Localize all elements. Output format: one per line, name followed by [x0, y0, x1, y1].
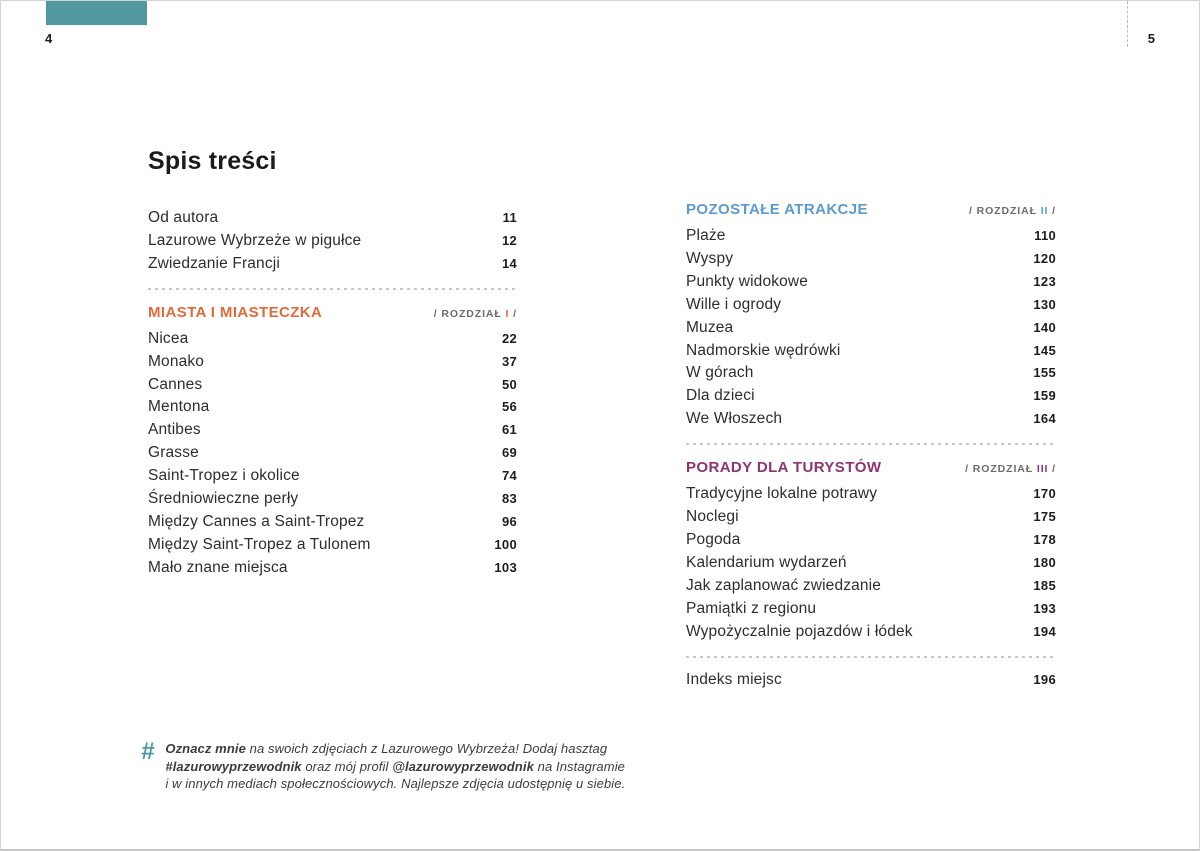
toc-entry-page: 140 [1033, 319, 1056, 335]
chapter-numeral: II [1040, 205, 1049, 217]
toc-entry-title: Pamiątki z regionu [686, 599, 817, 617]
section-title: PORADY DLA TURYSTÓW [686, 459, 882, 477]
toc-entry-page: 170 [1033, 486, 1056, 502]
toc-entry-page: 103 [494, 559, 517, 575]
toc-entry-title: Grasse [148, 444, 199, 462]
toc-entry-title: Lazurowe Wybrzeże w pigułce [148, 231, 362, 249]
page-number-right: 5 [1147, 31, 1155, 46]
toc-entry-title: Saint-Tropez i okolice [148, 467, 300, 485]
dotted-separator [148, 288, 517, 290]
toc-section-list-miasta [148, 328, 517, 580]
section-header-miasta [148, 301, 517, 326]
toc-entry-title: Wypożyczalnie pojazdów i łódek [686, 622, 913, 640]
toc-entry-title: Monako [148, 352, 205, 370]
chapter-numeral: I [505, 307, 510, 320]
toc-entry-page: 120 [1033, 250, 1056, 266]
toc-intro-list [148, 207, 517, 276]
toc-entry [686, 621, 1056, 644]
toc-entry-title: Indeks miejsc [686, 670, 782, 688]
toc-entry-page: 185 [1033, 577, 1056, 593]
toc-entry-page: 37 [501, 353, 517, 369]
toc-entry-title: Antibes [148, 421, 201, 439]
toc-entry [686, 408, 1056, 431]
social-note-line1: Oznacz mnie na swoich zdjęciach z Lazurowego Wybrzeża! Dodaj hasztag [165, 741, 608, 756]
toc-entry [686, 598, 1056, 621]
toc-entry-title: Zwiedzanie Francji [148, 254, 280, 272]
toc-entry-title: Wyspy [686, 249, 734, 267]
chapter-suffix: / [1048, 205, 1056, 217]
toc-entry-title: We Włoszech [686, 410, 783, 428]
toc-entry-title: W górach [686, 364, 754, 382]
toc-entry-page: 12 [501, 232, 517, 248]
toc-entry [148, 207, 517, 230]
toc-entry [686, 552, 1056, 575]
toc-entry-page: 180 [1033, 554, 1056, 570]
page-title: Spis treści [148, 147, 277, 175]
toc-entry-title: Wille i ogrody [686, 295, 782, 313]
toc-column-left [148, 147, 517, 580]
toc-entry-title: Jak zaplanować zwiedzanie [686, 576, 882, 594]
social-note-line2: #lazurowyprzewodnik oraz mój profil @lazurowyprzewodnik na Instagramie [165, 758, 626, 774]
toc-entry [686, 385, 1056, 408]
toc-entry-page: 194 [1033, 623, 1056, 639]
toc-entry-page: 11 [502, 210, 517, 225]
toc-entry-title: Od autora [148, 209, 219, 226]
toc-entry [148, 396, 517, 419]
toc-entry-title: Muzea [686, 318, 734, 336]
toc-entry-title: Mentona [148, 398, 210, 416]
toc-entry-title: Kalendarium wydarzeń [686, 553, 847, 571]
chapter-prefix: / ROZDZIAŁ [965, 463, 1037, 476]
toc-entry-page: 178 [1033, 531, 1056, 547]
dashed-crop-mark [1127, 1, 1128, 47]
toc-entry-page: 96 [501, 513, 517, 529]
toc-entry-title: Średniowieczne perły [148, 490, 299, 508]
social-note-text [165, 740, 625, 793]
toc-entry-page: 74 [501, 468, 517, 484]
toc-entry-page: 61 [501, 422, 517, 438]
toc-entry-page: 110 [1034, 228, 1056, 243]
toc-outro-list [686, 669, 1056, 692]
toc-entry-page: 100 [494, 536, 517, 552]
toc-entry-page: 164 [1033, 411, 1056, 427]
toc-entry-page: 130 [1033, 296, 1056, 312]
toc-entry [148, 419, 517, 442]
toc-entry-page: 159 [1033, 388, 1056, 404]
section-title: POZOSTAŁE ATRAKCJE [686, 201, 868, 218]
toc-column-right [686, 198, 1056, 691]
toc-entry [148, 488, 517, 511]
toc-entry [148, 351, 517, 374]
toc-entry [686, 483, 1056, 506]
toc-entry-title: Pogoda [686, 530, 741, 548]
toc-entry [686, 225, 1056, 248]
toc-section-list-porady [686, 483, 1056, 643]
toc-entry [686, 340, 1056, 363]
toc-entry [148, 374, 517, 397]
toc-entry-title: Noclegi [686, 508, 739, 526]
toc-entry [686, 669, 1056, 692]
toc-entry [148, 230, 517, 253]
section-header-atrakcje [686, 198, 1056, 223]
toc-entry-title: Mało znane miejsca [148, 558, 288, 576]
toc-entry-page: 56 [501, 399, 517, 415]
social-note-line3: i w innych mediach społecznościowych. Najlepsze zdjęcia udostępnię u siebie. [165, 776, 626, 791]
page-number-left: 4 [45, 31, 53, 46]
toc-entry-page: 14 [501, 255, 517, 271]
toc-entry-page: 175 [1033, 509, 1056, 525]
toc-entry-title: Nadmorskie wędrówki [686, 341, 841, 359]
toc-entry [148, 328, 517, 351]
toc-entry-title: Nicea [148, 329, 189, 347]
dotted-separator [686, 443, 1056, 445]
chapter-label [434, 303, 517, 326]
social-note [141, 740, 625, 793]
toc-entry [686, 529, 1056, 552]
toc-entry-title: Dla dzieci [686, 387, 755, 405]
toc-entry [686, 294, 1056, 317]
toc-entry-title: Punkty widokowe [686, 272, 809, 290]
chapter-suffix: / [1048, 463, 1056, 476]
toc-section-list-atrakcje [686, 225, 1056, 431]
toc-entry [686, 506, 1056, 529]
section-title: MIASTA I MIASTECZKA [148, 303, 323, 321]
toc-entry [686, 575, 1056, 598]
chapter-label [965, 458, 1056, 481]
toc-entry-title: Między Cannes a Saint-Tropez [148, 512, 365, 530]
toc-entry [686, 362, 1056, 385]
toc-entry [148, 465, 517, 488]
toc-entry-page: 123 [1033, 273, 1056, 289]
toc-entry [686, 317, 1056, 340]
toc-entry-page: 155 [1033, 365, 1056, 381]
toc-entry-page: 22 [501, 330, 517, 346]
dotted-separator [686, 656, 1056, 658]
corner-tab-marker [46, 1, 147, 25]
toc-entry-title: Plaże [686, 227, 726, 244]
toc-entry [148, 557, 517, 580]
hashtag-icon: # [141, 738, 155, 765]
toc-entry-title: Między Saint-Tropez a Tulonem [148, 535, 371, 553]
toc-entry [148, 442, 517, 465]
toc-entry-title: Tradycyjne lokalne potrawy [686, 485, 878, 503]
chapter-prefix: / ROZDZIAŁ [433, 307, 506, 320]
toc-entry-page: 69 [501, 445, 517, 461]
toc-entry [148, 253, 517, 276]
toc-entry [148, 534, 517, 557]
toc-entry-title: Cannes [148, 375, 203, 393]
toc-entry-page: 193 [1033, 600, 1056, 616]
toc-entry-page: 50 [501, 376, 517, 392]
toc-entry [686, 271, 1056, 294]
toc-entry-page: 196 [1033, 671, 1056, 687]
section-header-porady [686, 456, 1056, 481]
chapter-prefix: / ROZDZIAŁ [968, 205, 1041, 217]
toc-entry [148, 511, 517, 534]
toc-entry [686, 248, 1056, 271]
toc-entry-page: 145 [1033, 342, 1056, 358]
chapter-suffix: / [509, 307, 517, 320]
chapter-label [969, 200, 1056, 223]
toc-entry-page: 83 [501, 491, 517, 507]
chapter-numeral: III [1036, 463, 1049, 476]
